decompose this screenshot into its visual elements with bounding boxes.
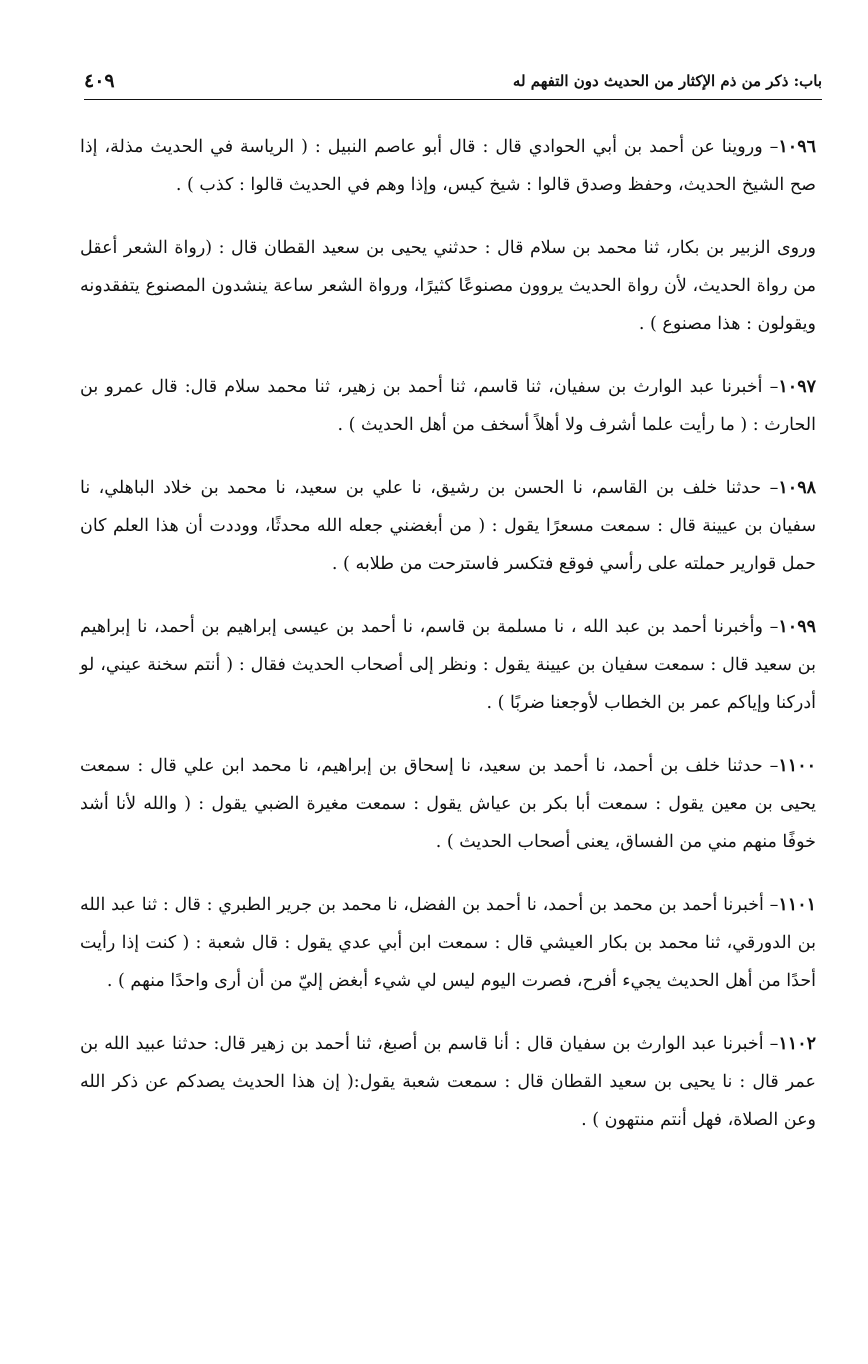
header-divider <box>84 99 822 100</box>
hadith-text: – وروينا عن أحمد بن أبي الحوادي قال : قال أبو عاصم النبيل : ( الرياسة في الحديث مذلة، إذا صح الشيخ الحديث، وحفظ وصدق قالوا : شيخ كيس، وإذا وهم في الحديث قالوا : كذب ) . <box>80 137 816 195</box>
hadith-number: ١٠٩٨ <box>778 478 816 498</box>
hadith-text: – حدثنا خلف بن أحمد، نا أحمد بن سعيد، نا إسحاق بن إبراهيم، نا محمد ابن علي قال : سمعت يحيى بن معين يقول : سمعت أبا بكر بن عياش يقول : سمعت مغيرة الضبي يقول : ( والله لأنا أشد خوفًا منهم مني من الفساق، يعنى أصحاب الحديث ) . <box>80 756 816 852</box>
hadith-text: – حدثنا خلف بن القاسم، نا الحسن بن رشيق، نا علي بن سعيد، نا محمد بن خلاد الباهلي، نا سفيان بن عيينة قال : سمعت مسعرًا يقول : ( من أبغضني جعله الله محدثًا، ووددت أن هذا العلم كان حمل قوارير حملته على رأسي فوقع فتكسر فاسترحت من طلابه ) . <box>80 478 816 574</box>
hadith-1100 <box>80 747 816 861</box>
hadith-1096 <box>80 128 816 204</box>
hadith-1102 <box>80 1025 816 1139</box>
hadith-text: – أخبرنا عبد الوارث بن سفيان قال : أنا قاسم بن أصبغ، ثنا أحمد بن زهير قال: حدثنا عبيد الله بن عمر قال : نا يحيى بن سعيد القطان قال : سمعت شعبة يقول:( إن هذا الحديث يصدكم عن ذكر الله وعن الصلاة، فهل أنتم منتهون ) . <box>80 1034 816 1130</box>
page-body <box>80 128 816 1139</box>
hadith-text: – وأخبرنا أحمد بن عبد الله ، نا مسلمة بن قاسم، نا أحمد بن عيسى إبراهيم بن أحمد، نا إبراهيم بن سعيد قال : سمعت سفيان بن عيينة يقول : ونظر إلى أصحاب الحديث فقال : ( أنتم سخنة عيني، لو أدركنا وإياكم عمر بن الخطاب لأوجعنا ضربًا ) . <box>80 617 816 713</box>
narration-text: وروى الزبير بن بكار، ثنا محمد بن سلام قال : حدثني يحيى بن سعيد القطان قال : (رواة الشعر أعقل من رواة الحديث، لأن رواة الحديث يروون مصنوعًا كثيرًا، ورواة الشعر ساعة ينشدون المصنوع يتفقدونه ويقولون : هذا مصنوع ) . <box>80 238 816 334</box>
hadith-number: ١٠٩٧ <box>778 377 816 397</box>
running-header <box>84 66 822 96</box>
page-number: ٤٠٩ <box>84 70 115 92</box>
hadith-text: – أخبرنا عبد الوارث بن سفيان، ثنا قاسم، ثنا أحمد بن زهير، ثنا محمد سلام قال: قال عمرو بن الحارث : ( ما رأيت علما أشرف ولا أهلاً أسخف من أهل الحديث ) . <box>80 377 816 435</box>
hadith-number: ١٠٩٦ <box>778 137 816 157</box>
hadith-number: ١١٠٢ <box>778 1034 816 1054</box>
running-title: باب: ذكر من ذم الإكثار من الحديث دون التفهم له <box>512 72 822 90</box>
hadith-number: ١١٠١ <box>778 895 816 915</box>
hadith-number: ١١٠٠ <box>778 756 816 776</box>
hadith-1101 <box>80 886 816 1000</box>
narration-paragraph <box>80 229 816 343</box>
hadith-text: – أخبرنا أحمد بن محمد بن أحمد، نا أحمد بن الفضل، نا محمد بن جرير الطبري : قال : ثنا عبد الله بن الدورقي، ثنا محمد بن بكار العيشي قال : سمعت ابن أبي عدي يقول : قال شعبة : ( كنت إذا رأيت أحدًا من أهل الحديث يجيء أفرح، فصرت اليوم ليس لي شيء أبغض إليّ من أن أرى واحدًا منهم ) . <box>80 895 816 991</box>
hadith-1099 <box>80 608 816 722</box>
hadith-number: ١٠٩٩ <box>778 617 816 637</box>
hadith-1098 <box>80 469 816 583</box>
hadith-1097 <box>80 368 816 444</box>
